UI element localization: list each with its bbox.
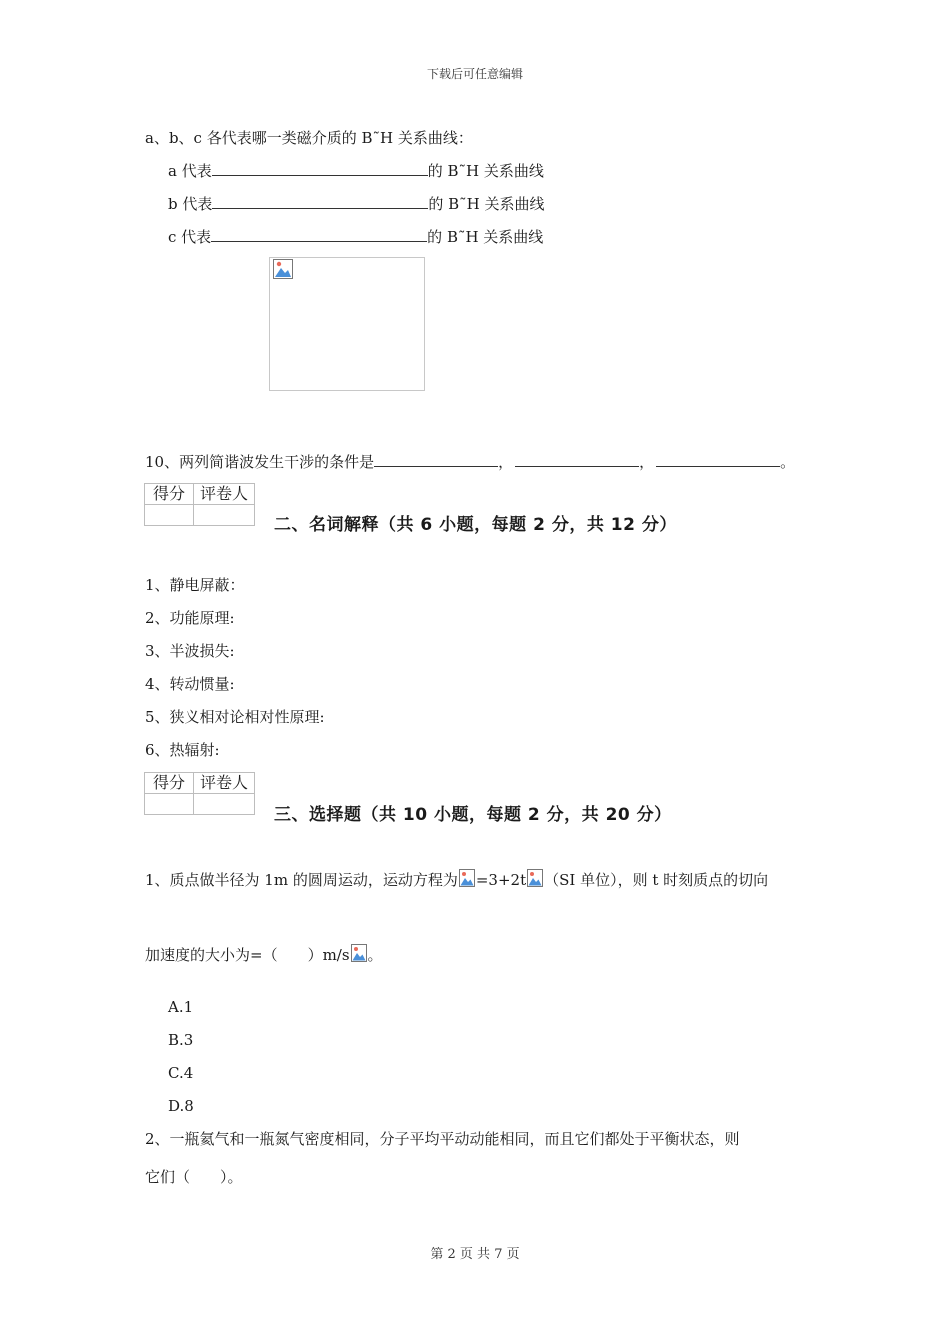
score-cell[interactable] [145, 794, 194, 815]
option-b[interactable]: B.3 [168, 1031, 194, 1049]
figure-placeholder [269, 257, 425, 391]
mc-question-text: 1、质点做半径为 1m 的圆周运动，运动方程为 [145, 871, 458, 889]
q9-prompt: a、b、c 各代表哪一类磁介质的 B˜H 关系曲线： [145, 129, 473, 147]
q9-line-c-suffix: 的 B˜H 关系曲线 [427, 228, 544, 246]
section-2-title: 二、名词解释（共 6 小题，每题 2 分，共 12 分） [274, 515, 677, 535]
answer-blank[interactable] [212, 160, 428, 176]
grader-header: 评卷人 [194, 773, 255, 794]
q9-line-a-suffix: 的 B˜H 关系曲线 [427, 162, 544, 180]
term-item: 3、半波损失: [145, 642, 235, 660]
q10-sep: ， [498, 453, 514, 471]
term-item: 5、狭义相对论相对性原理: [145, 708, 325, 726]
q10-prefix: 10、两列简谐波发生干涉的条件是 [145, 453, 375, 471]
mc-question-2-line-1: 2、一瓶氦气和一瓶氮气密度相同，分子平均平动动能相同，而且它们都处于平衡状态，则 [145, 1130, 740, 1148]
mc-question-text: =3+2t [475, 871, 527, 889]
answer-blank[interactable] [656, 451, 780, 467]
term-item: 6、热辐射: [145, 741, 220, 759]
grader-cell[interactable] [194, 505, 255, 526]
score-table [144, 483, 255, 526]
broken-image-icon [273, 259, 293, 279]
q9-line-a-prefix: a 代表 [168, 162, 212, 180]
score-cell[interactable] [145, 505, 194, 526]
answer-blank[interactable] [374, 451, 498, 467]
q9-line-c-prefix: c 代表 [168, 228, 212, 246]
q10-end: 。 [780, 453, 796, 471]
formula-image-icon [351, 944, 367, 962]
page-header: 下载后可任意编辑 [426, 67, 523, 81]
section-3-title: 三、选择题（共 10 小题，每题 2 分，共 20 分） [274, 805, 672, 825]
q9-line-a [168, 160, 544, 181]
q9-line-b [168, 193, 545, 214]
mc-question-2-line-2: 它们（ ）。 [145, 1168, 243, 1186]
q9-line-c [168, 226, 543, 247]
mc-question-1-line-2 [145, 944, 383, 965]
mc-question-1-line-1 [145, 869, 768, 890]
grader-cell[interactable] [194, 794, 255, 815]
q10-sep: ， [639, 453, 655, 471]
grader-header: 评卷人 [194, 484, 255, 505]
option-c[interactable]: C.4 [168, 1064, 194, 1082]
option-a[interactable]: A.1 [168, 998, 194, 1016]
mc-question-text: 加速度的大小为=（ ）m/s [145, 946, 350, 964]
page-footer: 第 2 页 共 7 页 [430, 1247, 520, 1262]
option-d[interactable]: D.8 [168, 1097, 194, 1115]
mc-question-text: （SI 单位），则 t 时刻质点的切向 [544, 871, 769, 889]
formula-image-icon [459, 869, 475, 887]
q9-line-b-suffix: 的 B˜H 关系曲线 [428, 195, 545, 213]
formula-image-icon [527, 869, 543, 887]
q10 [145, 451, 795, 472]
score-header: 得分 [145, 773, 194, 794]
term-item: 4、转动惯量: [145, 675, 235, 693]
q9-line-b-prefix: b 代表 [168, 195, 213, 213]
term-item: 1、静电屏蔽： [145, 576, 245, 594]
score-header: 得分 [145, 484, 194, 505]
score-table [144, 772, 255, 815]
mc-question-text: 。 [367, 946, 383, 964]
answer-blank[interactable] [212, 193, 428, 209]
answer-blank[interactable] [515, 451, 639, 467]
answer-blank[interactable] [211, 226, 427, 242]
term-item: 2、功能原理: [145, 609, 235, 627]
